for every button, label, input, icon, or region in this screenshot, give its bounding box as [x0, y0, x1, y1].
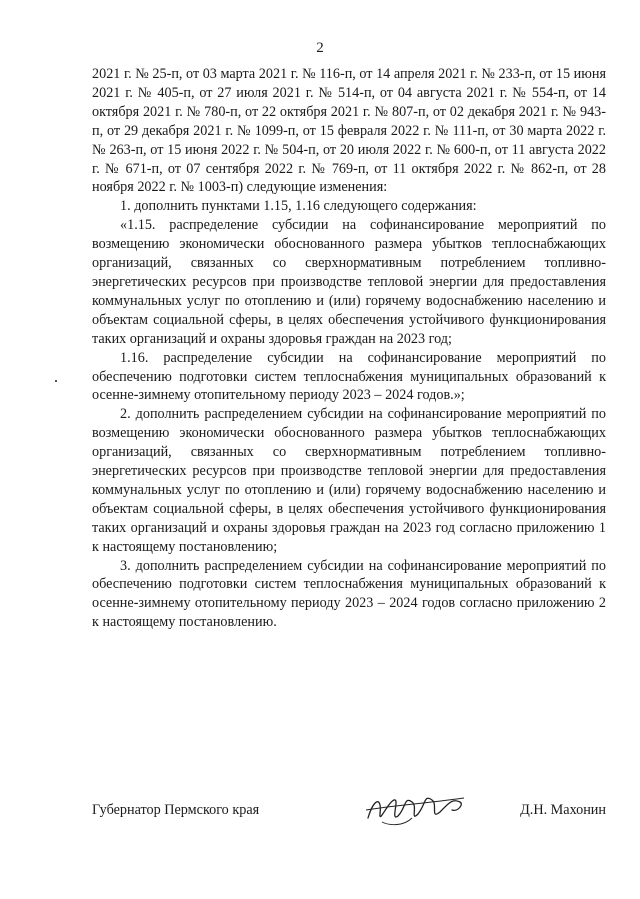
item-1-paragraph: 1. дополнить пунктами 1.15, 1.16 следующего содержания: [120, 198, 477, 215]
item-2-paragraph: 2. дополнить распределением субсидии на софинансирование мероприятий по возмещению экономически обоснованного размера убытков теплоснабжающих организаций, связанных со сверхнормативным потреблением топливно-энергетических ресурсов при производстве тепловой энергии для предоставления коммунальных услуг по отоплению и (или) горячему водоснабжению населению и объектам социальной сферы, в целях обеспечения устойчивого функционирования таких организаций и охраны здоровья граждан на 2023 год согласно приложению 1 к настоящему постановлению; [92, 406, 606, 555]
document-body [92, 65, 606, 632]
intro-continuation-paragraph: 2021 г. № 25-п, от 03 марта 2021 г. № 116-п, от 14 апреля 2021 г. № 233-п, от 15 июня 2021 г. № 405-п, от 27 июля 2021 г. № 514-п, от 04 августа 2021 г. № 554-п, от 14 октября 2021 г. № 780-п, от 22 октября 2021 г. № 807-п, от 02 декабря 2021 г. № 943-п, от 29 декабря 2021 г. № 1099-п, от 15 февраля 2022 г. № 111-п, от 30 марта 2022 г. № 263-п, от 15 июня 2022 г. № 504-п, от 20 июля 2022 г. № 600-п, от 11 августа 2022 г. № 671-п, от 07 сентября 2022 г. № 769-п, от 11 октября 2022 г. № 862-п, от 28 ноября 2022 г. № 1003-п) следующие изменения: [92, 66, 606, 196]
page-number: 2 [316, 40, 324, 56]
item-1-16-paragraph: 1.16. распределение субсидии на софинансирование мероприятий по обеспечению подготовки систем теплоснабжения муниципальных образований к осенне-зимнему отопительному периоду 2023 – 2024 годов.»; [92, 349, 606, 404]
signatory-name: Д.Н. Махонин [520, 802, 606, 818]
signature-block [92, 796, 606, 836]
signatory-title: Губернатор Пермского края [92, 802, 260, 818]
item-1-15-paragraph: «1.15. распределение субсидии на софинансирование мероприятий по возмещению экономически обоснованного размера убытков теплоснабжающих организаций, связанных со сверхнормативным потреблением топливно-энергетических ресурсов при производстве тепловой энергии для предоставления коммунальных услуг по отоплению и (или) горячему водоснабжению населению и объектам социальной сферы, в целях обеспечения устойчивого функционирования таких организаций и охраны здоровья граждан на 2023 год; [92, 217, 606, 347]
scan-speck [55, 380, 57, 382]
handwritten-signature [360, 788, 472, 832]
item-3-paragraph: 3. дополнить распределением субсидии на софинансирование мероприятий по обеспечению подготовки систем теплоснабжения муниципальных образований к осенне-зимнему отопительному периоду 2023 – 2024 годов согласно приложению 2 к настоящему постановлению. [92, 557, 606, 631]
